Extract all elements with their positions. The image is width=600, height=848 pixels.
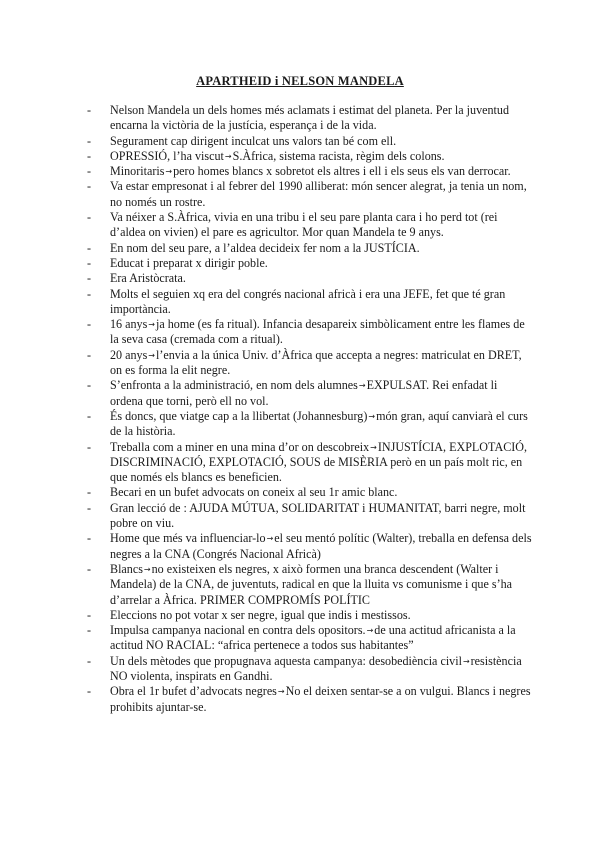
list-item-text: Minoritaris [110, 164, 165, 179]
bullet-dash: - [87, 500, 92, 515]
bullet-dash: - [87, 408, 92, 423]
list-item [87, 210, 532, 241]
list-item [87, 134, 532, 149]
bullet-dash: - [87, 317, 92, 332]
list-item-text: 16 anys [110, 317, 148, 332]
list-item-text: OPRESSIÓ, l’ha viscut [110, 148, 224, 163]
list-item [87, 241, 532, 256]
list-item [87, 409, 532, 440]
list-item-text: Era Aristòcrata. [110, 271, 186, 286]
arrow-icon: → [370, 442, 377, 452]
list-item-text: Eleccions no pot votar x ser negre, igual que indis i mestissos. [110, 607, 411, 622]
list-item-text: pero homes blancs x sobretot els altres i ell i els seus els van derrocar. [173, 164, 511, 179]
arrow-icon: → [266, 534, 274, 544]
bullet-dash: - [87, 485, 92, 500]
bullet-dash: - [87, 653, 92, 668]
list-item-text: S’enfronta a la administració, en nom dels alumnes [110, 378, 358, 393]
list-item [87, 608, 532, 623]
list-item [87, 164, 532, 179]
bullet-dash: - [87, 607, 92, 622]
arrow-icon: → [148, 350, 155, 360]
list-item [87, 287, 532, 318]
arrow-icon: → [224, 151, 232, 161]
list-item-text: Home que més va influenciar-lo [110, 531, 266, 546]
bullet-dash: - [87, 378, 92, 393]
arrow-icon: → [368, 411, 376, 421]
list-item [87, 485, 532, 500]
list-item-text: resistència NO violenta, inspirats en Gandhi. [110, 653, 522, 683]
list-item-text: ja home (es fa ritual). Infancia desapareix simbòlicament entre les flames de la seva casa (cremada com a ritual). [110, 317, 525, 347]
bullet-dash: - [87, 347, 92, 362]
list-item [87, 623, 532, 654]
arrow-icon: → [462, 656, 470, 666]
list-item [87, 317, 532, 348]
list-item-text: 20 anys [110, 347, 148, 362]
list-item-text: Blancs [110, 561, 143, 576]
list-item [87, 103, 532, 134]
list-item-text: EXPULSAT. Rei enfadat li ordena que torni, però ell no vol. [110, 378, 498, 408]
list-item-text: Educat i preparat x dirigir poble. [110, 255, 268, 270]
bullet-dash: - [87, 561, 92, 576]
list-item-text: de una actitud africanista a la actitud NO RACIAL: “africa pertenece a todos sus habitantes” [110, 623, 516, 653]
list-item [87, 562, 532, 608]
page-title: APARTHEID i NELSON MANDELA [196, 74, 404, 88]
arrow-icon: → [143, 564, 151, 574]
list-item-text: INJUSTÍCIA, EXPLOTACIÓ, DISCRIMINACIÓ, EXPLOTACIÓ, SOUS de MISÈRIA però en un país molt ric, en que només els blancs es beneficien. [110, 439, 528, 485]
list-item [87, 531, 532, 562]
bullet-dash: - [87, 684, 92, 699]
bullet-dash: - [87, 623, 92, 638]
list-item-text: no existeixen els negres, x això formen una branca descendent (Walter i Mandela) de la CNA, de juventuts, radical en que la lluita vs comunisme i que s’ha d’arrelar a Àfrica. PRIMER COMPROMÍS POLÍTIC [110, 561, 513, 607]
list-item-text: Nelson Mandela un dels homes més aclamats i estimat del planeta. Per la juventud encarna la victòria de la justícia, esperança i de la vida. [110, 103, 509, 133]
bullet-dash: - [87, 179, 92, 194]
bullet-dash: - [87, 148, 92, 163]
list-item [87, 684, 532, 715]
arrow-icon: → [148, 320, 155, 330]
list-item [87, 501, 532, 532]
list-item-text: Va néixer a S.Àfrica, vivia en una tribu i el seu pare planta cara i ho perd tot (rei d’aldea on vivien) el pare es agricultor. Mor quan Mandela te 9 anys. [110, 210, 498, 240]
bullet-dash: - [87, 255, 92, 270]
arrow-icon: → [277, 687, 285, 697]
bullet-dash: - [87, 133, 92, 148]
bullet-dash: - [87, 271, 92, 286]
bullet-dash: - [87, 240, 92, 255]
list-item [87, 271, 532, 286]
bullet-dash: - [87, 286, 92, 301]
list-item-text: Segurament cap dirigent inculcat uns valors tan bé com ell. [110, 133, 397, 148]
list-item [87, 440, 532, 486]
list-item-text: Becari en un bufet advocats on coneix al seu 1r amic blanc. [110, 485, 398, 500]
list-item [87, 256, 532, 271]
list-item-text: Impulsa campanya nacional en contra dels opositors. [110, 623, 366, 638]
list-item-text: Treballa com a miner en una mina d’or on descobreix [110, 439, 370, 454]
list-item-text: món gran, aquí canviarà el curs de la història. [110, 408, 528, 439]
bullet-dash: - [87, 164, 92, 179]
list-item [87, 149, 532, 164]
arrow-icon: → [366, 626, 374, 636]
list-item-text: S.Àfrica, sistema racista, règim dels colons. [232, 148, 445, 163]
bullet-dash: - [87, 210, 92, 225]
list-item-text: Gran lecció de : AJUDA MÚTUA, SOLIDARITAT i HUMANITAT, barri negre, molt pobre on viu. [110, 500, 526, 531]
list-item [87, 654, 532, 685]
list-item [87, 348, 532, 379]
list-item-text: No el deixen sentar-se a on vulgui. Blancs i negres prohibits ajuntar-se. [110, 684, 531, 714]
list-item [87, 378, 532, 409]
list-item-text: Obra el 1r bufet d’advocats negres [110, 684, 277, 699]
bullet-dash: - [87, 103, 92, 117]
list-item-text: Va estar empresonat i al febrer del 1990 alliberat: món sencer alegrat, ja tenia un nom, no només un rostre. [110, 179, 527, 209]
list-item-text: Un dels mètodes que propugnava aquesta campanya: desobediència civil [110, 653, 462, 668]
list-item-text: el seu mentó polític (Walter), treballa en defensa dels negres a la CNA (Congrés Nacional Africà) [110, 531, 532, 561]
arrow-icon: → [358, 381, 366, 391]
list-item-text: En nom del seu pare, a l’aldea decideix fer nom a la JUSTÍCIA. [110, 240, 420, 255]
list-item-text: Molts el seguien xq era del congrés nacional africà i era una JEFE, fet que té gran importància. [110, 286, 506, 316]
arrow-icon: → [165, 167, 173, 177]
bullet-dash: - [87, 531, 92, 546]
list-item-text: És doncs, que viatge cap a la llibertat (Johannesburg) [110, 408, 368, 423]
bullet-list [87, 103, 532, 715]
bullet-dash: - [87, 439, 92, 454]
list-item-text: l’envia a la única Univ. d’Àfrica que accepta a negres: matriculat en DRET, on es forma la elit negre. [110, 347, 522, 378]
list-item [87, 179, 532, 210]
